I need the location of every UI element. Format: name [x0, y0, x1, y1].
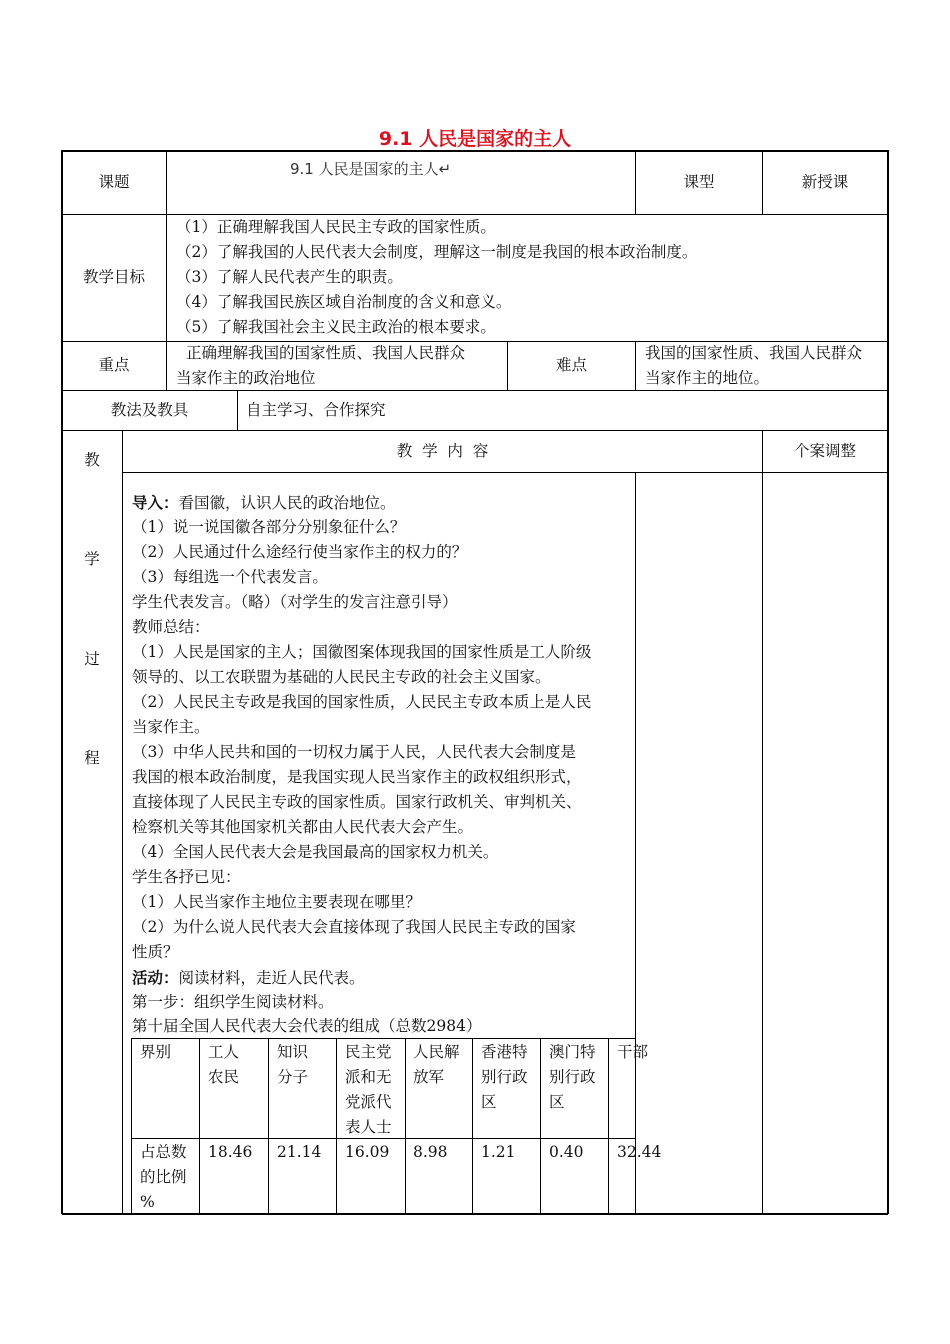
process-line: （2）人民民主专政是我国的国家性质，人民民主专政本质上是人民: [132, 693, 592, 711]
inner-row-label: 占总数 的比例 %: [140, 1143, 187, 1211]
goal-item: （1）正确理解我国人民民主专政的国家性质。: [176, 218, 496, 236]
col-divider: [635, 472, 636, 1213]
process-line: （3）中华人民共和国的一切权力属于人民，人民代表大会制度是: [132, 743, 576, 761]
zhongdian-line: 正确理解我国的国家性质、我国人民群众: [186, 344, 466, 362]
goal-item: （3）了解人民代表产生的职责。: [176, 268, 403, 286]
col-divider: [166, 341, 167, 390]
nandian-text: [645, 341, 862, 391]
nandian-label: 难点: [555, 356, 587, 374]
goals-list: [176, 215, 697, 340]
col-divider: [635, 341, 636, 390]
table-top-border: [62, 150, 888, 152]
process-line: 直接体现了人民民主专政的国家性质。国家行政机关、审判机关、: [132, 793, 582, 811]
col-divider: [122, 430, 123, 1213]
page-title: 9.1 人民是国家的主人: [378, 128, 572, 150]
process-line: 检察机关等其他国家机关都由人民代表大会产生。: [132, 818, 474, 836]
process-line: 当家作主。: [132, 718, 210, 736]
inner-header-cell: 界别: [140, 1043, 172, 1061]
table-left-border: [61, 150, 63, 1214]
process-line: （1）说一说国徽各部分分别象征什么？: [132, 518, 406, 536]
adjust-header: 个案调整: [793, 442, 856, 460]
process-line: （1）人民是国家的主人；国徽图案体现我国的国家性质是工人阶级: [132, 643, 592, 661]
inner-col: [336, 1038, 337, 1213]
inner-table-top: [131, 1038, 635, 1039]
row-divider: [62, 430, 888, 431]
zhongdian-label: 重点: [98, 356, 130, 374]
process-char: 教: [84, 451, 100, 469]
inner-col: [540, 1038, 541, 1213]
inner-value-cell: 0.40: [549, 1143, 584, 1161]
zhongdian-line: 当家作主的政治地位: [176, 369, 316, 387]
keti-label: 课题: [98, 173, 130, 191]
inner-col: [199, 1038, 200, 1213]
zhongdian-text: [176, 341, 465, 391]
inner-col: [405, 1038, 406, 1213]
inner-value-cell: 16.09: [345, 1143, 390, 1161]
process-line: 学生代表发言。（略）（对学生的发言注意引导）: [132, 593, 458, 611]
nandian-line: 当家作主的地位。: [645, 369, 770, 387]
intro-text: 看国徽，认识人民的政治地位。: [178, 494, 396, 512]
process-char: 过: [84, 650, 100, 668]
activity-line: [132, 965, 365, 991]
process-line: 性质？: [132, 943, 179, 961]
method-label: 教法及教具: [110, 401, 189, 419]
process-line: 我国的根本政治制度，是我国实现人民当家作主的政权组织形式，: [132, 768, 582, 786]
goal-item: （5）了解我国社会主义民主政治的根本要求。: [176, 318, 496, 336]
process-line: （2）人民通过什么途经行使当家作主的权力的？: [132, 543, 468, 561]
goal-item: （4）了解我国民族区域自治制度的含义和意义。: [176, 293, 512, 311]
inner-col: [472, 1038, 473, 1213]
col-divider: [166, 214, 167, 341]
inner-value-cell: 8.98: [413, 1143, 448, 1161]
col-divider: [166, 150, 167, 214]
inner-header-cell: 澳门特 别行政 区: [549, 1043, 596, 1111]
process-line: （3）每组选一个代表发言。: [132, 568, 328, 586]
activity-bold: 活动：: [132, 968, 179, 987]
intro-bold: 导入：: [132, 493, 179, 512]
inner-col: [608, 1038, 609, 1213]
process-line: 领导的、以工农联盟为基础的人民民主专政的社会主义国家。: [132, 668, 551, 686]
inner-value-cell: 1.21: [481, 1143, 516, 1161]
goal-item: （2）了解我国的人民代表大会制度，理解这一制度是我国的根本政治制度。: [176, 243, 698, 261]
inner-header-cell: 工人 农民: [208, 1043, 240, 1086]
process-char: 程: [84, 749, 100, 767]
col-divider: [762, 430, 763, 1213]
process-line: （1）人民当家作主地位主要表现在哪里？: [132, 893, 421, 911]
process-lines: [132, 515, 591, 965]
table-right-border: [887, 150, 889, 1214]
content-header: 教 学 内 容: [396, 442, 489, 460]
nandian-line: 我国的国家性质、我国人民群众: [645, 344, 863, 362]
inner-col: [268, 1038, 269, 1213]
inner-header-cell: 知识 分子: [277, 1043, 309, 1086]
method-value: 自主学习、合作探究: [246, 401, 386, 419]
process-char: 学: [84, 550, 100, 568]
inner-value-cell: 32.44: [617, 1143, 662, 1161]
process-line: （2）为什么说人民代表大会直接体现了我国人民民主专政的国家: [132, 918, 576, 936]
row-divider: [122, 472, 888, 473]
inner-value-cell: 21.14: [277, 1143, 322, 1161]
step1-line: 第一步：组织学生阅读材料。: [132, 993, 334, 1011]
process-line: 教师总结：: [132, 618, 210, 636]
col-divider: [237, 390, 238, 430]
activity-text: 阅读材料，走近人民代表。: [178, 969, 365, 987]
process-line: 学生各抒已见：: [132, 868, 241, 886]
inner-value-cell: 18.46: [208, 1143, 253, 1161]
kexing-label: 课型: [683, 173, 715, 191]
inner-col: [131, 1038, 132, 1213]
table-caption: 第十届全国人民代表大会代表的组成（总数2984）: [132, 1017, 482, 1035]
inner-header-cell: 民主党 派和无 党派代 表人士: [345, 1043, 392, 1136]
inner-header-cell: 香港特 别行政 区: [481, 1043, 528, 1111]
goals-label: 教学目标: [82, 268, 145, 286]
intro-line: [132, 490, 396, 516]
keti-value: 9.1 人民是国家的主人↵: [290, 160, 452, 178]
inner-header-cell: 人民解 放军: [413, 1043, 460, 1086]
kexing-value: 新授课: [801, 173, 849, 191]
process-line: （4）全国人民代表大会是我国最高的国家权力机关。: [132, 843, 499, 861]
inner-header-cell: 干部: [617, 1043, 649, 1061]
